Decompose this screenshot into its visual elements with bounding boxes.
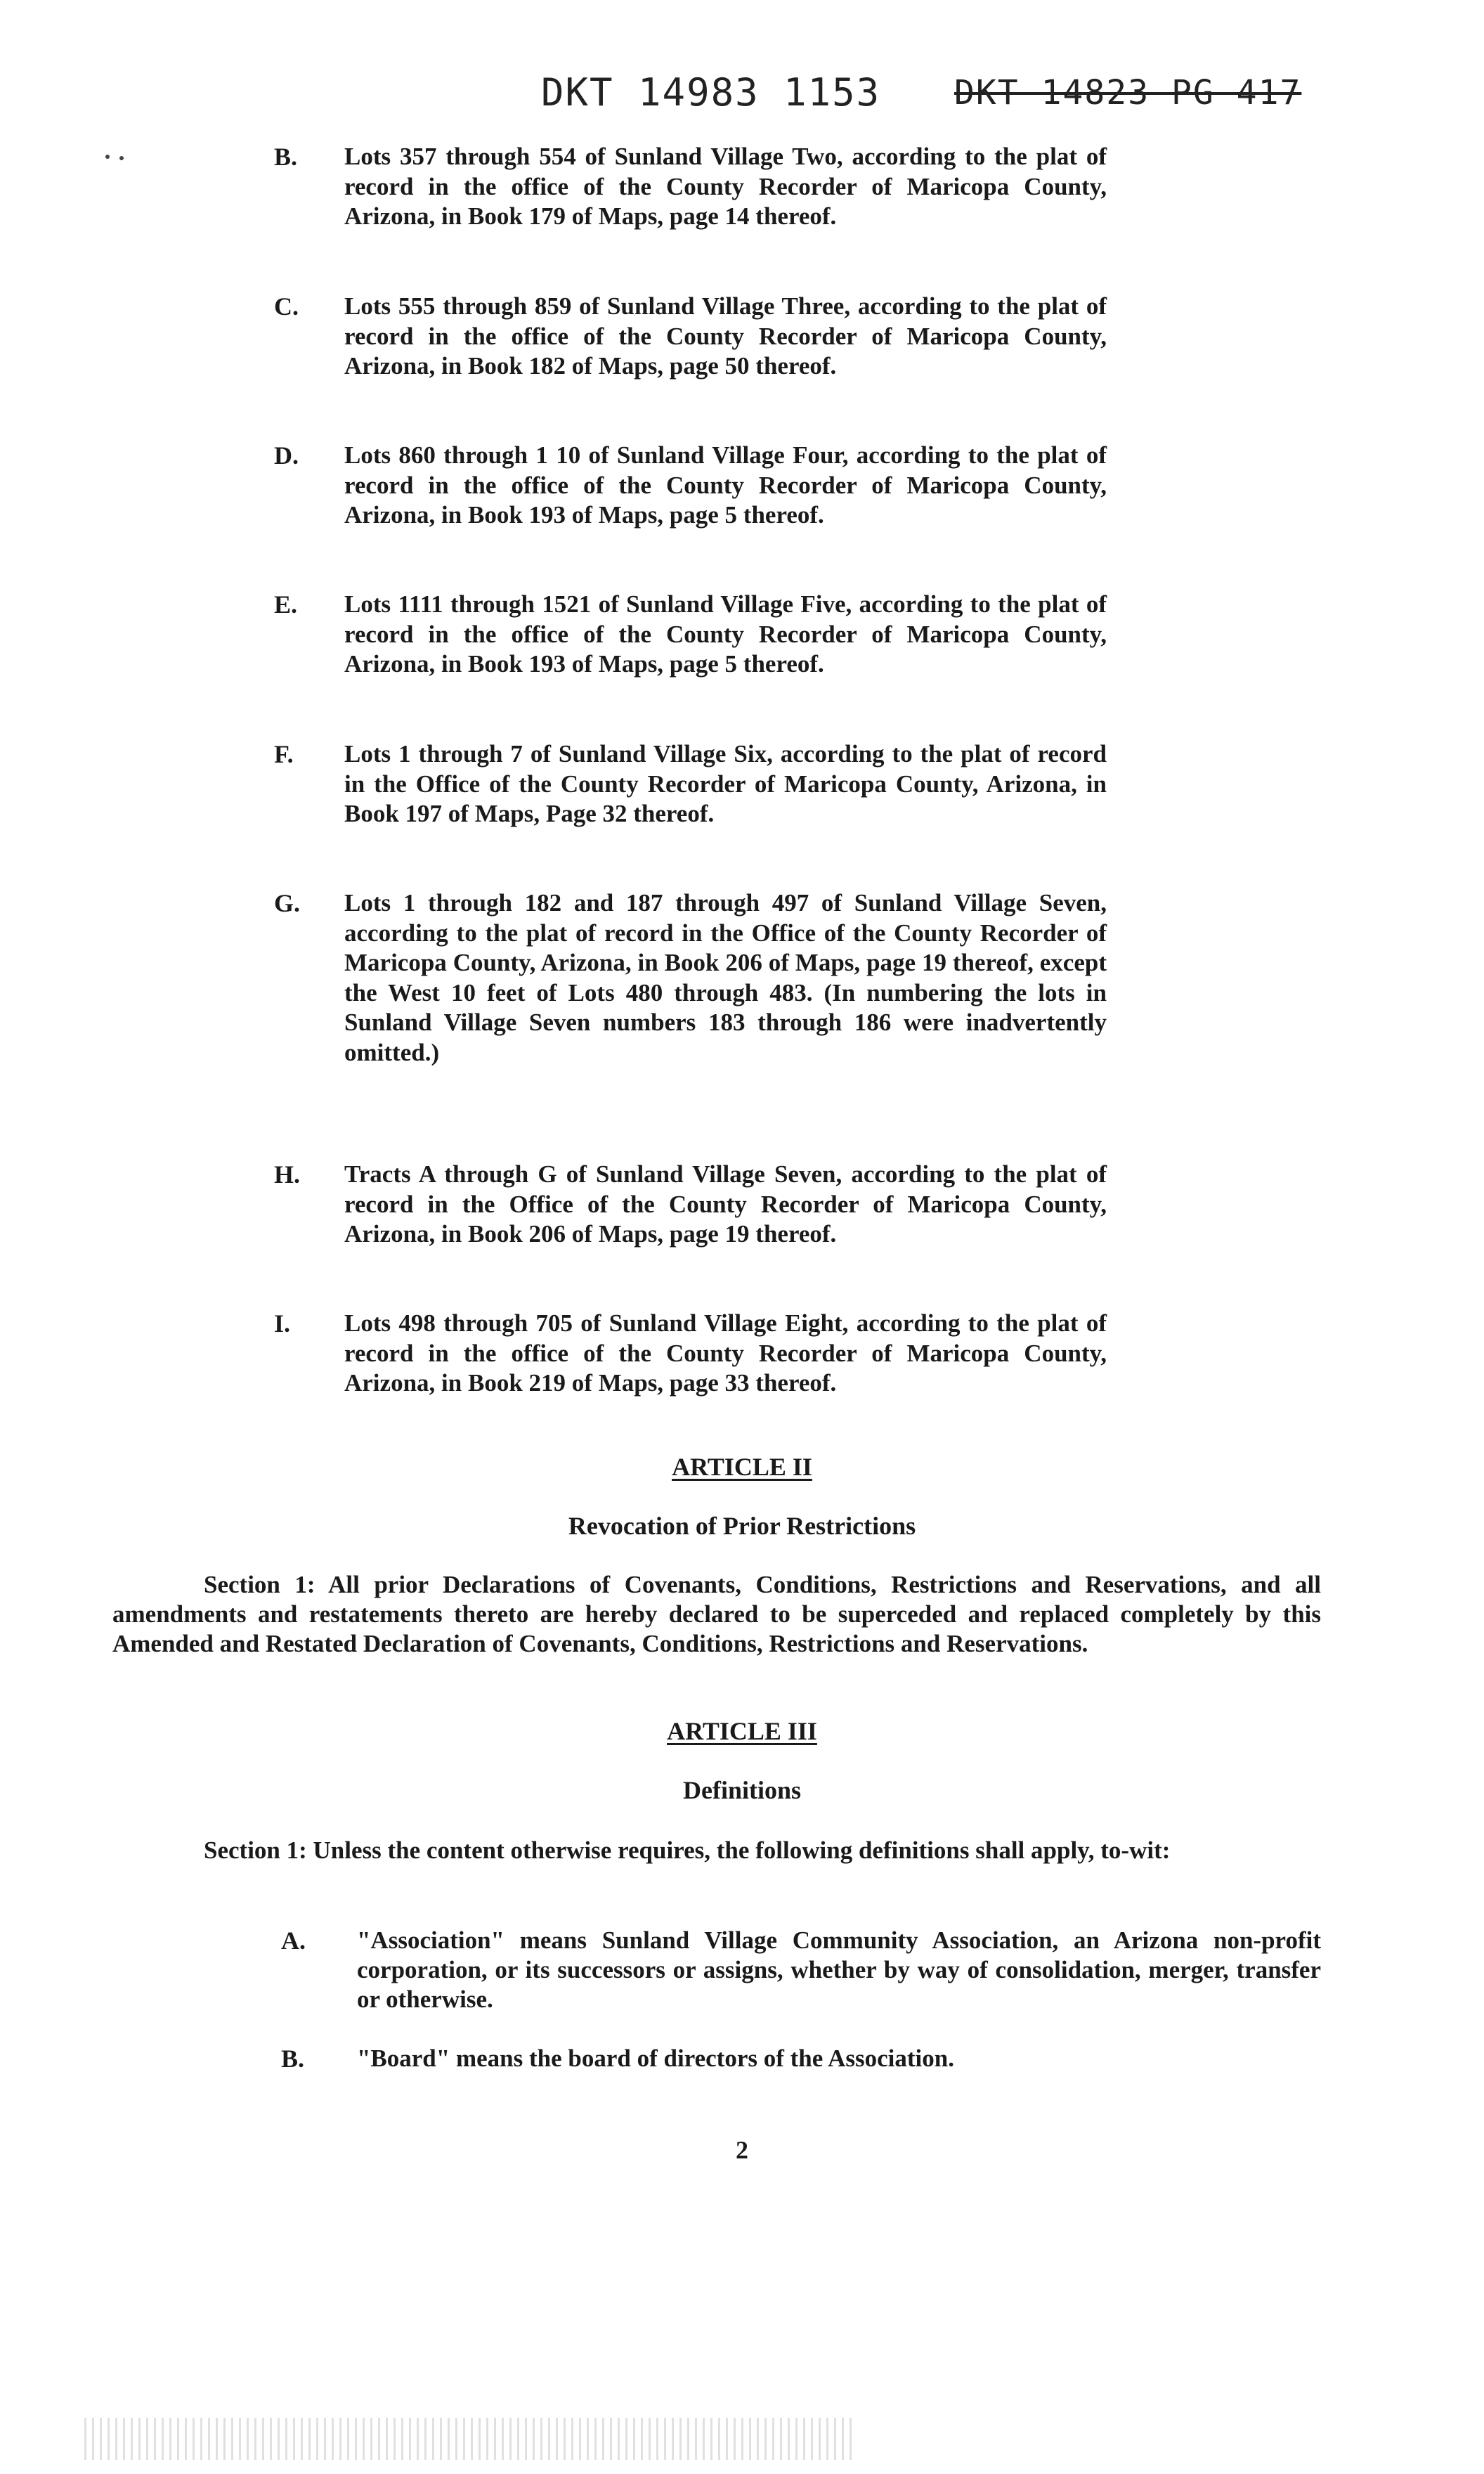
- item-text: Lots 498 through 705 of Sunland Village Eight, according to the plat of record in the office of the County Recorder of Maricopa County, Arizona, in Book 219 of Maps, page 33 thereof.: [344, 1309, 1107, 1397]
- definition-text: "Board" means the board of directors of the Association.: [357, 2045, 954, 2072]
- definition-text: "Association" means Sunland Village Community Association, an Arizona non-profit corporation, or its successors or assigns, whether by way of consolidation, merger, transfer or otherwise.: [357, 1926, 1321, 2013]
- article-3-section-1: Section 1: Unless the content otherwise requires, the following definitions shall apply, to-wit:: [204, 1837, 1171, 1864]
- docket-stamp: DKT 14983 1153: [541, 70, 881, 115]
- scan-artifact: [84, 2418, 857, 2460]
- item-text: Lots 1 through 182 and 187 through 497 of Sunland Village Seven, according to the plat of record in the Office of the County Recorder of Maricopa County, Arizona, in Book 206 of Maps, page 19 thereof, except the West 10 feet of Lots 480 through 483. (In numbering the lots in Sunland Village Seven numbers 183 through 186 were inadvertently omitted.): [344, 889, 1107, 1066]
- item-text: Tracts A through G of Sunland Village Seven, according to the plat of record in the Office of the County Recorder of Maricopa County, Arizona, in Book 206 of Maps, page 19 thereof.: [344, 1160, 1107, 1248]
- item-letter: E.: [274, 590, 298, 618]
- item-letter: D.: [274, 441, 299, 469]
- article-2-subheading: Revocation of Prior Restrictions: [568, 1512, 916, 1540]
- item-text: Lots 357 through 554 of Sunland Village Two, according to the plat of record in the office of the County Recorder of Maricopa County, Arizona, in Book 179 of Maps, page 14 thereof.: [344, 143, 1107, 230]
- article-3-subheading: Definitions: [682, 1776, 801, 1804]
- article-3-heading: ARTICLE III: [667, 1717, 817, 1745]
- item-letter: I.: [274, 1309, 291, 1338]
- item-letter: F.: [274, 740, 294, 768]
- article-2-heading: ARTICLE II: [672, 1453, 812, 1481]
- item-letter: B.: [274, 143, 298, 171]
- scan-speck: [119, 156, 124, 160]
- item-letter: H.: [274, 1160, 301, 1189]
- item-text: Lots 1111 through 1521 of Sunland Village Five, according to the plat of record in the office of the County Recorder of Maricopa County, Arizona, in Book 193 of Maps, page 5 thereof.: [344, 590, 1107, 678]
- item-text: Lots 860 through 1 10 of Sunland Village Four, according to the plat of record in the office of the County Recorder of Maricopa County, Arizona, in Book 193 of Maps, page 5 thereof.: [344, 441, 1107, 529]
- item-letter: G.: [274, 889, 301, 917]
- page-number: 2: [736, 2136, 748, 2164]
- item-text: Lots 555 through 859 of Sunland Village Three, according to the plat of record in the office of the County Recorder of Maricopa County, Arizona, in Book 182 of Maps, page 50 thereof.: [344, 292, 1107, 380]
- docket-stamp-struck: DKT 14823 PG 417: [954, 73, 1302, 112]
- item-text: Lots 1 through 7 of Sunland Village Six, according to the plat of record in the Office of the County Recorder of Maricopa County, Arizona, in Book 197 of Maps, Page 32 thereof.: [344, 740, 1107, 827]
- definition-letter: B.: [281, 2045, 305, 2073]
- definition-letter: A.: [281, 1926, 306, 1955]
- article-2-section-1: Section 1: All prior Declarations of Covenants, Conditions, Restrictions and Reservations, and all amendments and restatements thereto are hereby declared to be superceded and replaced completely by this Amended and Restated Declaration of Covenants, Conditions, Restrictions and Reservations.: [112, 1571, 1321, 1657]
- scan-speck: [105, 155, 110, 159]
- item-letter: C.: [274, 292, 299, 320]
